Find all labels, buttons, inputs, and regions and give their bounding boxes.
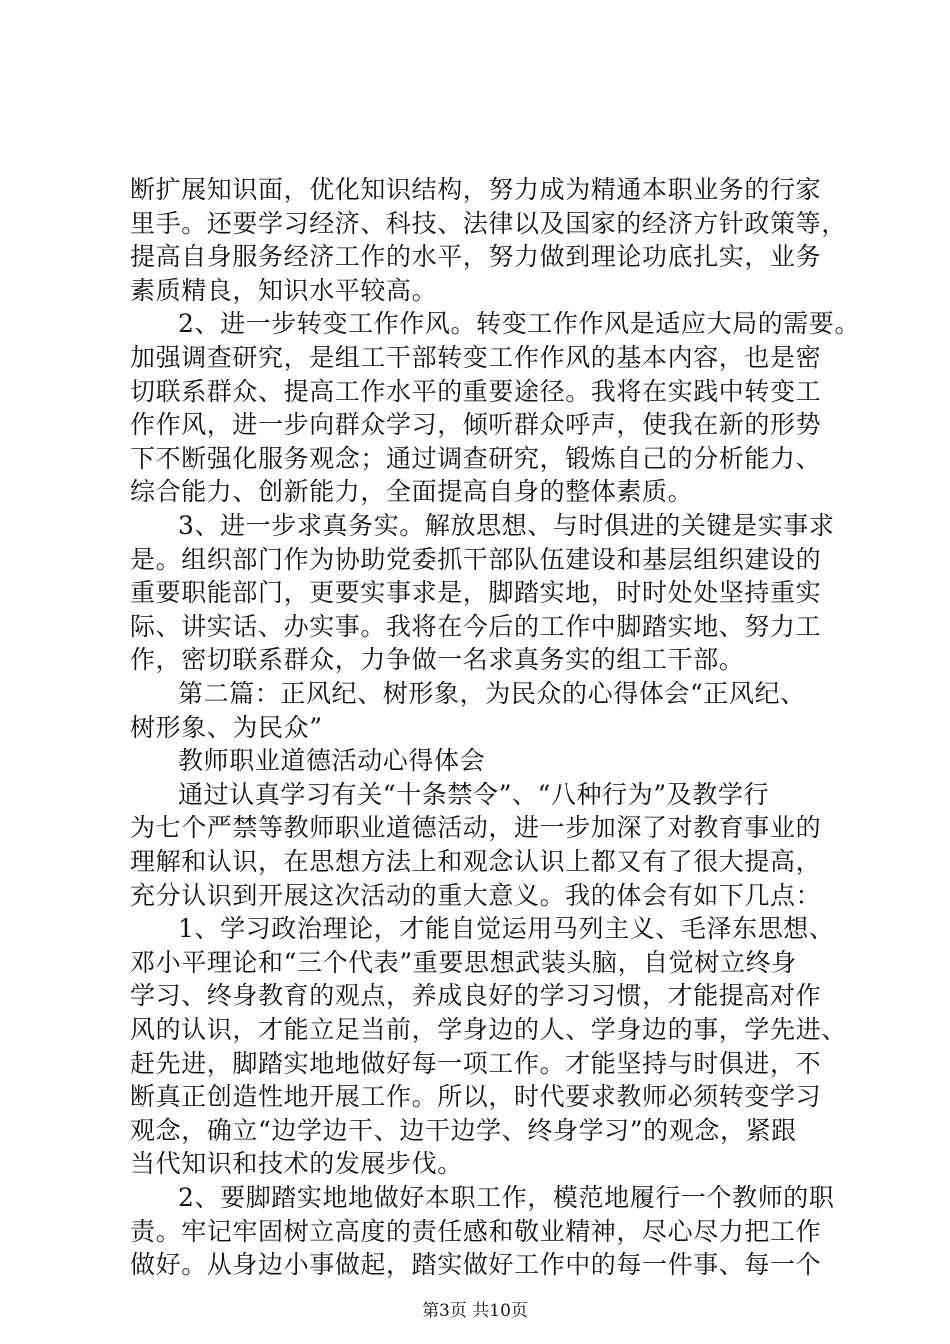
text-line: 提高自身服务经济工作的水平，努力做到理论功底扎实，业务 <box>130 242 822 272</box>
text-line: 责。牢记牢固树立高度的责任感和敬业精神，尽心尽力把工作 <box>130 1216 822 1246</box>
text-line: 作，密切联系群众，力争做一名求真务实的组工干部。 <box>130 645 745 675</box>
text-line: 下不断强化服务观念；通过调查研究，锻炼自己的分析能力、 <box>130 443 822 473</box>
text-line: 重要职能部门，更要实事求是，脚踏实地，时时处处坚持重实 <box>130 578 822 608</box>
text-line: 是。组织部门作为协助党委抓干部队伍建设和基层组织建设的 <box>130 544 822 574</box>
paragraph-start: 1、学习政治理论，才能自觉运用马列主义、毛泽东思想、 <box>178 914 835 944</box>
text-line: 断真正创造性地开展工作。所以，时代要求教师必须转变学习 <box>130 1082 822 1112</box>
section-subtitle: 教师职业道德活动心得体会 <box>178 746 486 776</box>
text-line: 当代知识和技术的发展步伐。 <box>130 1149 463 1179</box>
section-heading-cont: 树形象、为民众” <box>130 712 323 742</box>
section-heading: 第二篇：正风纪、树形象，为民众的心得体会“正风纪、 <box>178 679 806 708</box>
text-line: 际、讲实话、办实事。我将在今后的工作中脚踏实地、努力工 <box>130 611 822 641</box>
text-line: 风的认识，才能立足当前，学身边的人、学身边的事，学先进、 <box>130 1015 847 1044</box>
text-line: 里手。还要学习经济、科技、法律以及国家的经济方针政策等， <box>130 208 847 238</box>
text-line: 加强调查研究，是组工干部转变工作作风的基本内容，也是密 <box>130 343 822 372</box>
text-line: 综合能力、创新能力，全面提高自身的整体素质。 <box>130 477 694 507</box>
text-line: 理解和认识，在思想方法上和观念认识上都又有了很大提高， <box>130 847 822 876</box>
text-line: 赶先进，脚踏实地地做好每一项工作。才能坚持与时俱进，不 <box>130 1048 822 1078</box>
paragraph-start: 2、进一步转变工作作风。转变工作作风是适应大局的需要。 <box>178 309 861 339</box>
text-line: 学习、终身教育的观点，养成良好的学习习惯，才能提高对作 <box>130 981 822 1011</box>
text-line: 断扩展知识面，优化知识结构，努力成为精通本职业务的行家 <box>130 175 822 204</box>
text-line: 作作风，进一步向群众学习，倾听群众呼声，使我在新的形势 <box>130 410 822 440</box>
text-line: 邓小平理论和“三个代表”重要思想武装头脑，自觉树立终身 <box>130 947 797 977</box>
paragraph-start: 2、要脚踏实地地做好本职工作，模范地履行一个教师的职 <box>178 1183 835 1212</box>
page-footer: 第3页 共10页 <box>422 1300 528 1321</box>
text-line: 素质精良，知识水平较高。 <box>130 275 438 305</box>
text-line: 观念，确立“边学边干、边干边学、终身学习”的观念，紧跟 <box>130 1115 797 1145</box>
text-line: 做好。从身边小事做起，踏实做好工作中的每一件事、每一个 <box>130 1250 822 1280</box>
paragraph-start: 3、进一步求真务实。解放思想、与时俱进的关键是实事求 <box>178 511 835 540</box>
text-line: 充分认识到开展这次活动的重大意义。我的体会有如下几点： <box>130 880 822 910</box>
text-line: 为七个严禁等教师职业道德活动，进一步加深了对教育事业的 <box>130 813 822 843</box>
text-line: 切联系群众、提高工作水平的重要途径。我将在实践中转变工 <box>130 376 822 406</box>
paragraph-start: 通过认真学习有关“十条禁令”、“八种行为”及教学行 <box>178 779 770 809</box>
